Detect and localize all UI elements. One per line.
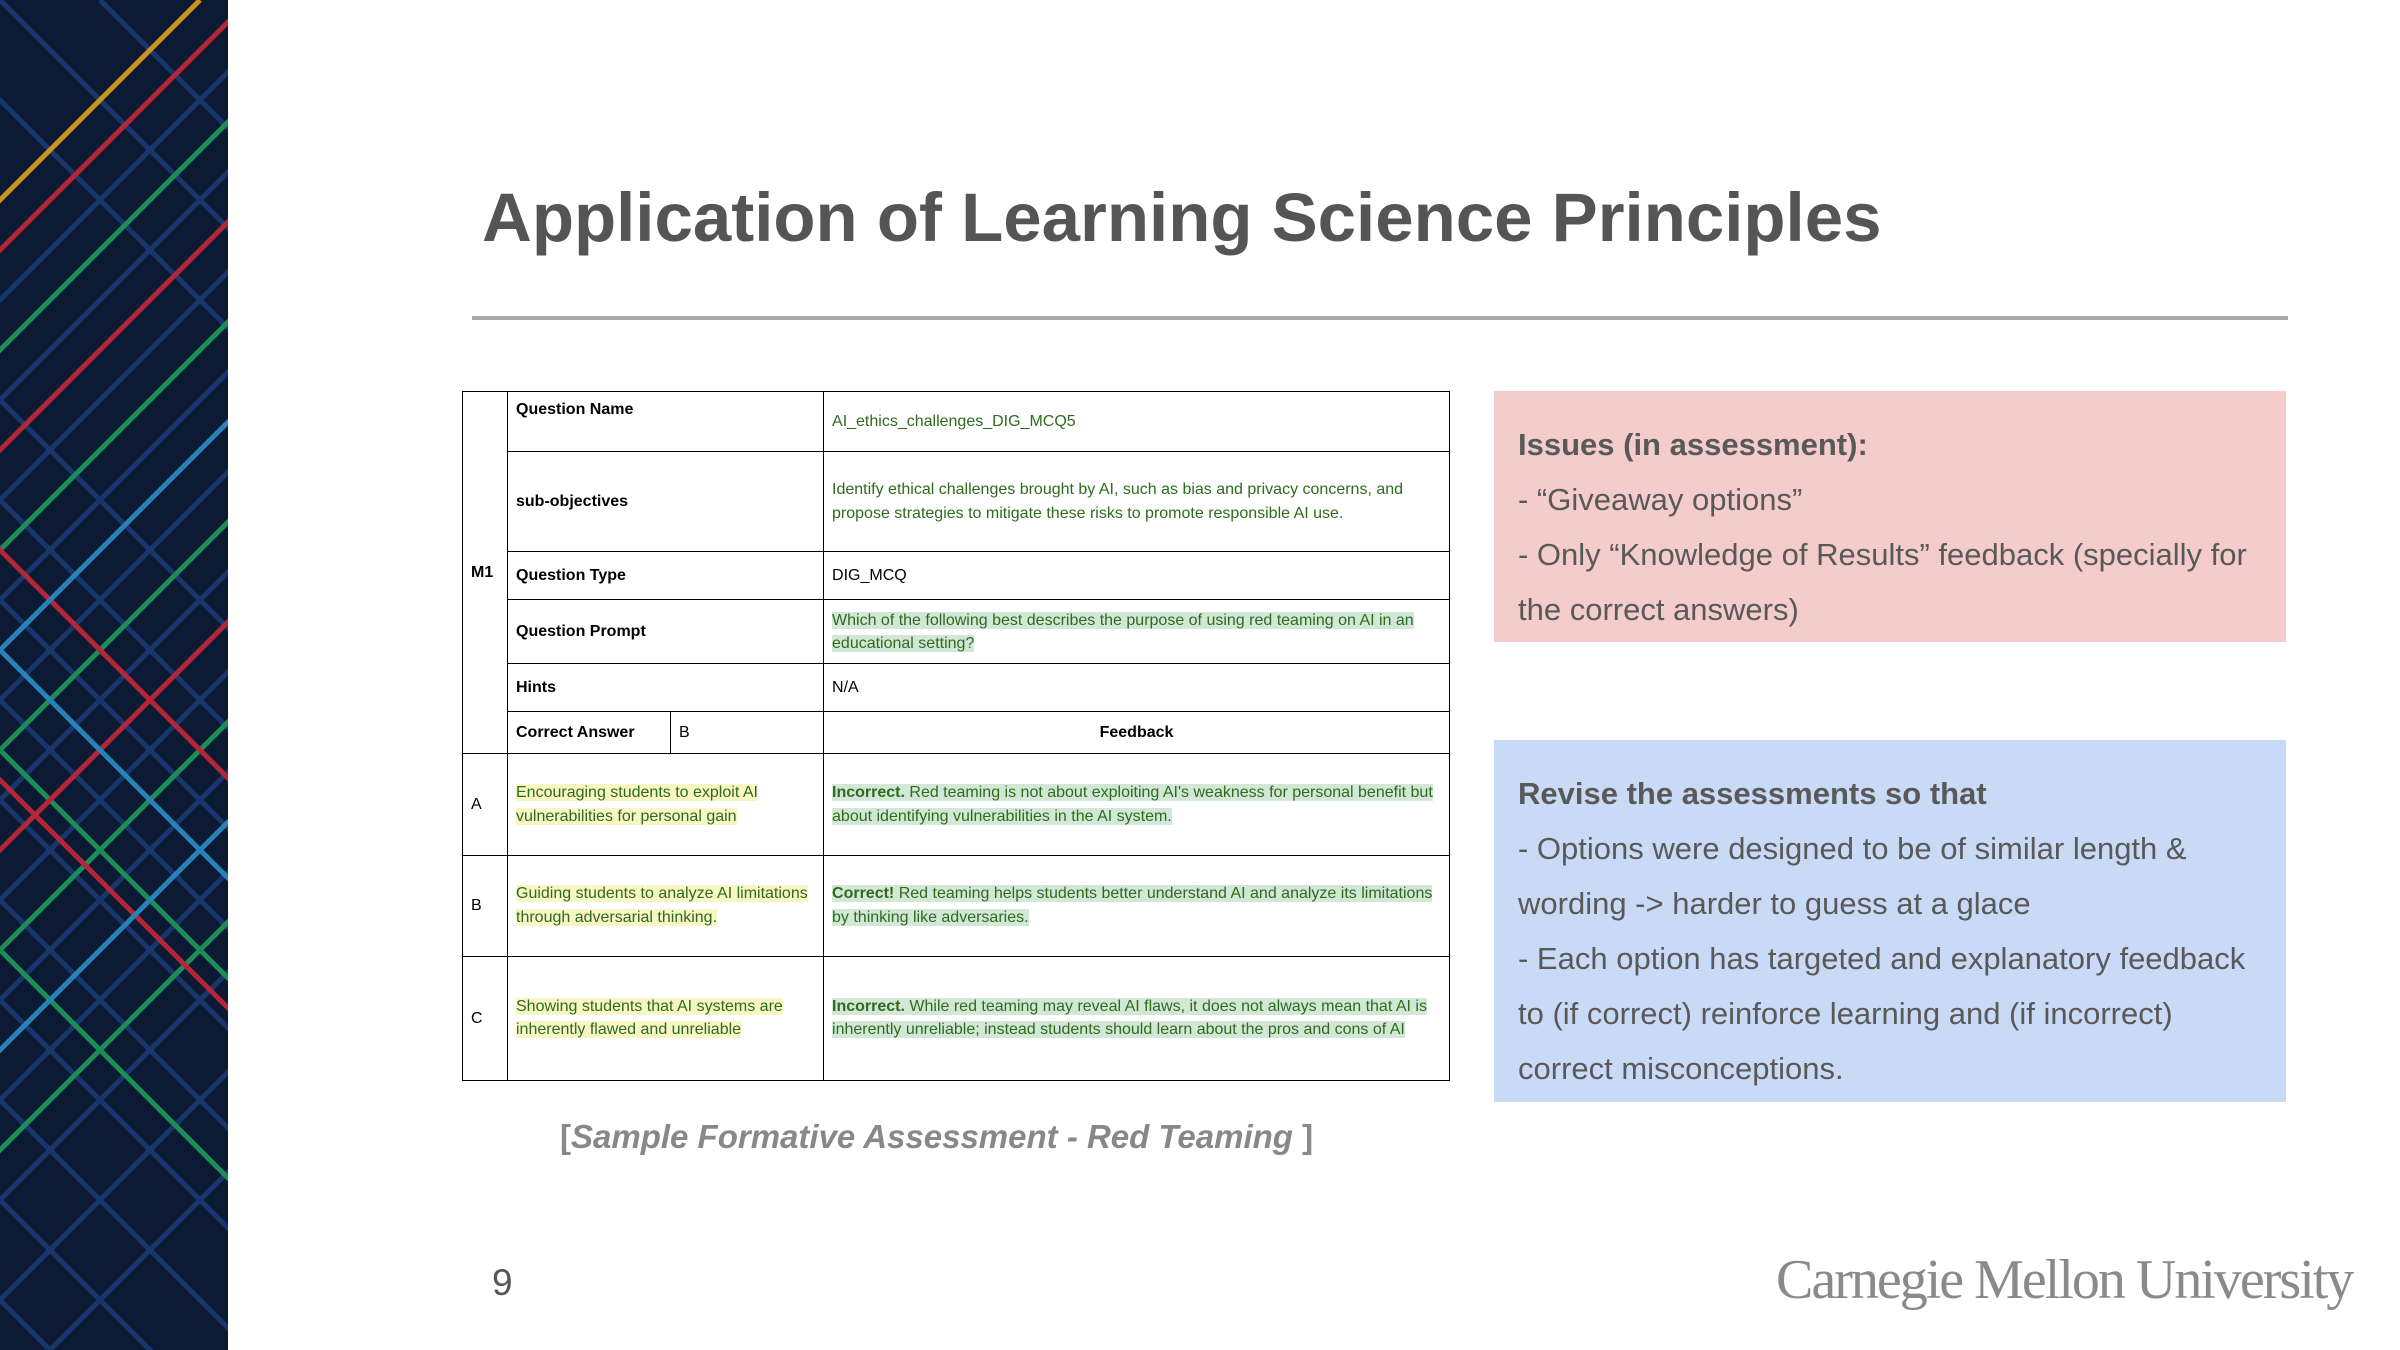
feedback-lead: Incorrect. <box>832 998 905 1016</box>
feedback-header: Feedback <box>824 712 1450 754</box>
issues-heading: Issues (in assessment): <box>1518 427 1868 462</box>
option-feedback: Red teaming helps students better understand AI and analyze its limitations by thinking like adversaries. <box>832 885 1433 926</box>
page-number: 9 <box>492 1262 513 1303</box>
issues-item: - “Giveaway options” <box>1518 482 1803 517</box>
option-text: Guiding students to analyze AI limitations through adversarial thinking. <box>516 885 808 926</box>
option-feedback-cell <box>824 754 1450 855</box>
module-cell: M1 <box>463 392 508 754</box>
caption-close-bracket: ] <box>1302 1118 1314 1155</box>
option-feedback: Red teaming is not about exploiting AI's weakness for personal benefit but about identifying vulnerabilities in the AI system. <box>832 784 1433 825</box>
table-caption <box>560 1118 1313 1156</box>
question-type-label: Question Type <box>508 552 824 600</box>
option-letter: C <box>463 956 508 1080</box>
option-text: Encouraging students to exploit AI vulnerabilities for personal gain <box>516 784 758 825</box>
title-divider <box>472 316 2288 320</box>
revise-heading: Revise the assessments so that <box>1518 776 1987 811</box>
option-text-cell <box>508 956 824 1080</box>
option-row-c <box>463 956 1450 1080</box>
plaid-pattern-graphic <box>0 0 228 1350</box>
option-feedback-cell <box>824 956 1450 1080</box>
assessment-table <box>462 391 1450 1081</box>
question-prompt-value: Which of the following best describes the purpose of using red teaming on AI in an educational setting? <box>832 611 1414 652</box>
option-text-cell <box>508 754 824 855</box>
option-text: Showing students that AI systems are inherently flawed and unreliable <box>516 998 783 1039</box>
feedback-lead: Incorrect. <box>832 784 905 802</box>
question-prompt-label: Question Prompt <box>508 600 824 664</box>
question-name-label: Question Name <box>508 392 824 452</box>
revise-box <box>1494 740 2286 1102</box>
sub-objectives-label: sub-objectives <box>508 452 824 552</box>
option-feedback-cell <box>824 855 1450 956</box>
university-wordmark: Carnegie Mellon University <box>1776 1249 2353 1311</box>
issues-box <box>1494 391 2286 642</box>
caption-open-bracket: [ <box>560 1118 571 1155</box>
hints-value: N/A <box>824 664 1450 712</box>
revise-item: - Options were designed to be of similar length & wording -> harder to guess at a glace <box>1518 831 2187 921</box>
correct-answer-value: B <box>671 712 824 754</box>
revise-item: - Each option has targeted and explanatory feedback to (if correct) reinforce learning and (if incorrect) correct misconceptions. <box>1518 941 2246 1086</box>
option-letter: A <box>463 754 508 855</box>
hints-label: Hints <box>508 664 824 712</box>
option-text-cell <box>508 855 824 956</box>
decorative-plaid-sidebar <box>0 0 228 1350</box>
slide-title: Application of Learning Science Principles <box>482 179 1882 256</box>
issues-item: - Only “Knowledge of Results” feedback (specially for the correct answers) <box>1518 537 2247 627</box>
question-prompt-cell <box>824 600 1450 664</box>
option-row-b <box>463 855 1450 956</box>
option-letter: B <box>463 855 508 956</box>
option-feedback: While red teaming may reveal AI flaws, it does not always mean that AI is inherently unreliable; instead students should learn about the pros and cons of AI <box>832 998 1427 1039</box>
question-type-value: DIG_MCQ <box>824 552 1450 600</box>
sub-objectives-value: Identify ethical challenges brought by AI, such as bias and privacy concerns, and propose strategies to mitigate these risks to promote responsible AI use. <box>824 452 1450 552</box>
question-name-value: AI_ethics_challenges_DIG_MCQ5 <box>824 392 1450 452</box>
caption-text: Sample Formative Assessment - Red Teaming <box>571 1118 1293 1155</box>
feedback-lead: Correct! <box>832 885 895 903</box>
option-row-a <box>463 754 1450 855</box>
correct-answer-label: Correct Answer <box>508 712 671 754</box>
